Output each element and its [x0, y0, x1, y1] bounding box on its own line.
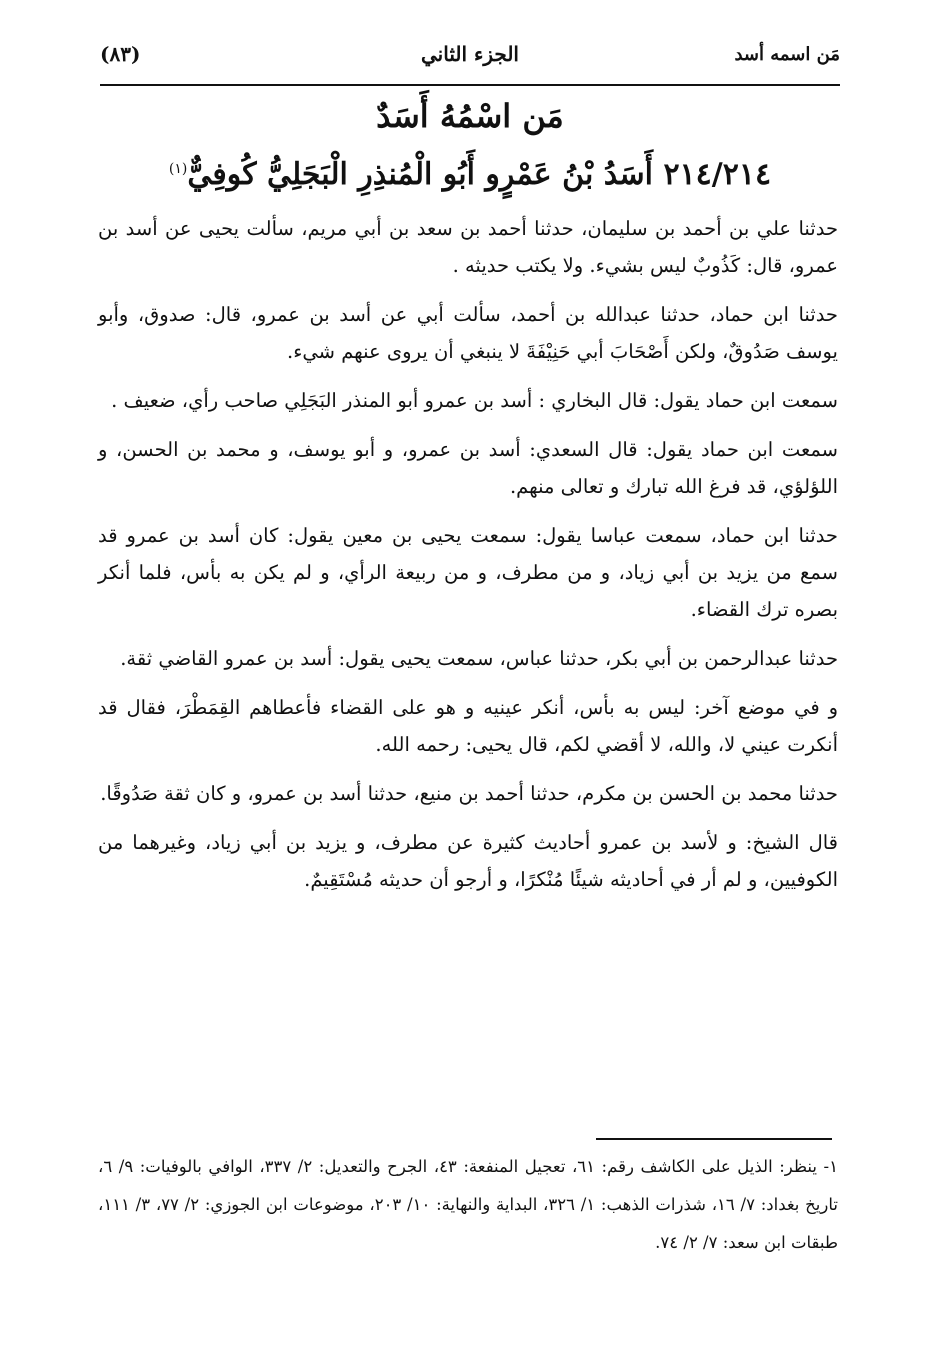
- paragraph: حدثنا عبدالرحمن بن أبي بكر، حدثنا عباس، سمعت يحيى يقول: أسد بن عمرو القاضي ثقة.: [120, 647, 838, 670]
- paragraph: قال الشيخ: و لأسد بن عمرو أحاديث كثيرة عن مطرف، و يزيد بن أبي زياد، وغيرهما من الكوفيين، و لم أر في أحاديثه شيئًا مُنْكرًا، و أرجو أن حديثه مُسْتَقِيمٌ.: [98, 831, 838, 891]
- paragraph: حدثنا ابن حماد، حدثنا عبدالله بن أحمد، سألت أبي عن أسد بن عمرو، قال: صدوق، وأبو يوسف صَدُوقٌ، ولكن أَصْحَابَ أبي حَنِيْفَةَ لا ينبغي أن يروى عنهم شيء.: [98, 303, 838, 363]
- header-section-name: مَن اسمه أسد: [734, 44, 840, 65]
- paragraph: و في موضع آخر: ليس به بأس، أنكر عينيه و هو على القضاء فأعطاهم القِمَطْرَ، فقال قد أنكرت عيني لا، والله، لا أقضي لكم، قال يحيى: رحمه الله.: [98, 696, 838, 756]
- entry-title: [100, 146, 840, 198]
- header-divider: [100, 84, 840, 86]
- paragraph: سمعت ابن حماد يقول: قال البخاري : أسد بن عمرو أبو المنذر البَجَلِي صاحب رأي، ضعيف .: [111, 389, 838, 412]
- header-page-number: (٨٣): [100, 42, 141, 66]
- footnote-divider: [596, 1138, 832, 1140]
- section-title: مَن اسْمُهُ أَسَدٌ: [376, 97, 564, 135]
- entry-title-text: ٢١٤/٢١٤ أَسَدُ بْنُ عَمْرٍو أَبُو الْمُنذِرِ الْبَجَلِيُّ كُوفِيٌّ: [187, 157, 772, 192]
- running-header: [100, 38, 840, 78]
- header-volume: الجزء الثاني: [421, 42, 519, 66]
- paragraph: حدثنا ابن حماد، سمعت عباسا يقول: سمعت يحيى بن معين يقول: كان أسد بن عمرو قد سمع من يزيد بن أبي زياد، و من مطرف، و من ربيعة الرأي، و لم يكن به بأس، فلما أنكر بصره ترك القضاء.: [98, 524, 838, 621]
- body-text: [98, 210, 838, 910]
- paragraph: حدثنا محمد بن الحسن بن مكرم، حدثنا أحمد بن منيع، حدثنا أسد بن عمرو، و كان ثقة صَدُوقًا.: [100, 782, 838, 805]
- paragraph: سمعت ابن حماد يقول: قال السعدي: أسد بن عمرو، و أبو يوسف، و محمد بن الحسن، و اللؤلؤي، قد فرغ الله تبارك و تعالى منهم.: [98, 438, 838, 498]
- paragraph: حدثنا علي بن أحمد بن سليمان، حدثنا أحمد بن سعد بن أبي مريم، سألت يحيى عن أسد بن عمرو، قال: كَذُوبٌ ليس بشيء. ولا يكتب حديثه .: [98, 217, 838, 277]
- footnote: ١- ينظر: الذيل على الكاشف رقم: ٦١، تعجيل المنفعة: ٤٣، الجرح والتعديل: ٢/ ٣٣٧، الوافي بالوفيات: ٩/ ٦، تاريخ بغداد: ٧/ ١٦، شذرات الذهب: ١/ ٣٢٦، البداية والنهاية: ١٠/ ٢٠٣، موضوعات ابن الجوزي: ٢/ ٧٧، ٣/ ١١١، طبقات ابن سعد: ٧/ ٢/ ٧٤.: [98, 1157, 838, 1252]
- footnotes: [98, 1148, 838, 1262]
- entry-footnote-marker: (١): [168, 161, 188, 177]
